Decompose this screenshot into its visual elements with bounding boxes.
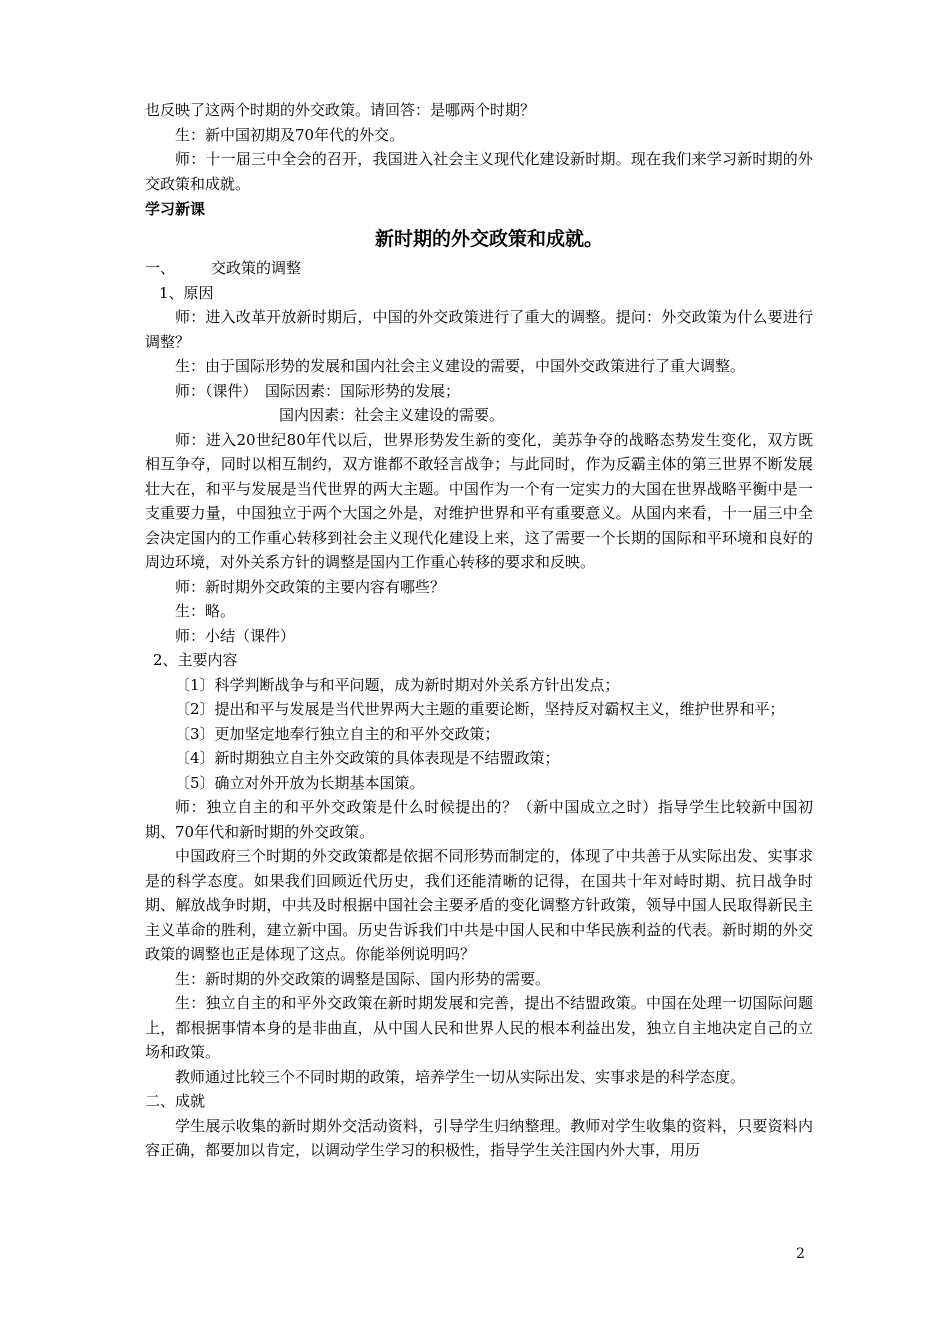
- lesson-title: 新时期的外交政策和成就。: [374, 228, 603, 250]
- list-item: 〔3〕更加坚定地奉行独立自主的和平外交政策；: [175, 724, 500, 743]
- paragraph: 师：（课件） 国际因素：国际形势的发展；: [175, 381, 461, 400]
- paragraph: 生：略。: [175, 602, 236, 620]
- section-heading: 学习新课: [145, 200, 206, 218]
- paragraph: 也反映了这两个时期的外交政策。请回答：是哪两个时期？: [145, 101, 536, 119]
- list-item: 〔2〕提出和平与发展是当代世界两大主题的重要论断，坚持反对霸权主义，维护世界和平；: [175, 700, 785, 718]
- paragraph: 师：小结（课件）: [175, 626, 296, 645]
- subheading: 1、原因: [159, 283, 214, 302]
- section-two-heading: 二、成就: [145, 1092, 206, 1110]
- list-item: 〔5〕确立对外开放为长期基本国策。: [175, 773, 425, 792]
- paragraph: 中国政府三个时期的外交政策都是依据不同形势而制定的，体现了中共善于从实际出发、实事求是的科学态度。如果我们回顾近代历史，我们还能清晰的记得，在国共十年对峙时期、抗日战争时期、解放战争时期，中共及时根据中国社会主要矛盾的变化调整方针政策，领导中国人民取得新民主主义革命的胜利，建立新中国。历史告诉我们中共是中国人民和中华民族利益的代表。新时期的外交政策的调整也正是体现了这点。你能举例说明吗？: [145, 847, 813, 963]
- paragraph: 师：新时期外交政策的主要内容有哪些？: [175, 577, 446, 596]
- paragraph: 学生展示收集的新时期外交活动资料，引导学生归纳整理。教师对学生收集的资料，只要资料内容正确，都要加以肯定，以调动学生学习的积极性，指导学生关注国内外大事，用历: [145, 1116, 813, 1159]
- page-number: 2: [796, 1246, 805, 1262]
- subheading: 2、主要内容: [153, 651, 238, 669]
- page-content: [145, 98, 813, 1163]
- section-one-heading: [145, 256, 813, 281]
- paragraph: 师：十一届三中全会的召开，我国进入社会主义现代化建设新时期。现在我们来学习新时期的外交政策和成就。: [145, 150, 813, 193]
- paragraph: 教师通过比较三个不同时期的政策，培养学生一切从实际出发、实事求是的科学态度。: [175, 1067, 746, 1086]
- paragraph: 师：独立自主的和平外交政策是什么时候提出的？（新中国成立之时）指导学生比较新中国初期、70年代和新时期的外交政策。: [145, 798, 813, 841]
- paragraph: 师：进入改革开放新时期后，中国的外交政策进行了重大的调整。提问：外交政策为什么要进行调整？: [145, 308, 813, 351]
- paragraph: 生：独立自主的和平外交政策在新时期发展和完善，提出不结盟政策。中国在处理一切国际问题上，都根据事情本身的是非曲直，从中国人民和世界人民的根本利益出发，独立自主地决定自己的立场和政策。: [145, 994, 813, 1061]
- list-item: 〔1〕科学判断战争与和平问题，成为新时期对外关系方针出发点；: [175, 675, 620, 694]
- section-number: 一、: [145, 259, 176, 277]
- paragraph: 生：新时期的外交政策的调整是国际、国内形势的需要。: [175, 969, 551, 988]
- list-item: 〔4〕新时期独立自主外交政策的具体表现是不结盟政策；: [175, 749, 560, 767]
- section-title: 交政策的调整: [211, 259, 302, 277]
- paragraph: 国内因素：社会主义建设的需要。: [279, 406, 505, 424]
- paragraph: 生：由于国际形势的发展和国内社会主义建设的需要，中国外交政策进行了重大调整。: [175, 357, 746, 375]
- paragraph: 生：新中国初期及70年代的外交。: [175, 125, 405, 144]
- paragraph: 师：进入20世纪80年代以后，世界形势发生新的变化，美苏争夺的战略态势发生变化，双方既相互争夺，同时以相互制约，双方谁都不敢轻言战争；与此同时，作为反霸主体的第三世界不断发展壮大在，和平与发展是当代世界的两大主题。中国作为一个有一定实力的大国在世界战略平衡中是一支重要力量，中国独立于两个大国之外是，对维护世界和平有重要意义。从国内来看，十一届三中全会决定国内的工作重心转移到社会主义现代化建设上来，这了需要一个长期的国际和平环境和良好的周边环境，对外关系方针的调整是国内工作重心转移的要求和反映。: [145, 430, 813, 571]
